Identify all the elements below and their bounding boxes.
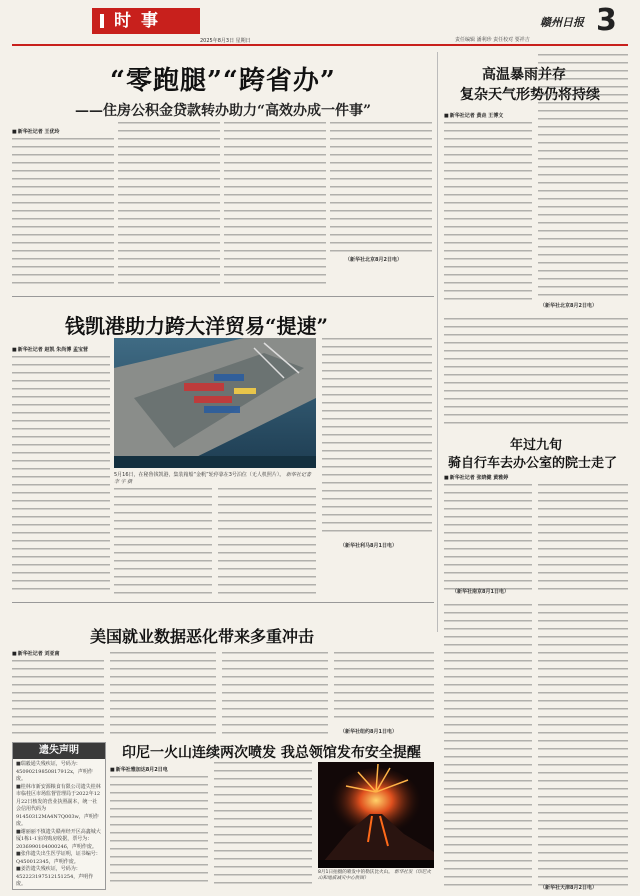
story4-lead-column [444, 318, 628, 428]
story2-headline-1: 高温暴雨并存 [482, 67, 566, 83]
editor-line: 责任编辑 潘利珍 责任校对 要祥吉 [455, 37, 530, 43]
story4-tag: （新华社南京8月1日电） [452, 589, 509, 595]
story3-byline: ■ 新华社记者 赵凯 朱尚博 孟宝营 [12, 346, 88, 353]
story4-byline: ■ 新华社记者 张晓健 黄雅婷 [444, 474, 508, 481]
story1-subhead: ——住房公积金贷款转办助力“高效办成一件事” [75, 103, 372, 119]
story4-column-1 [444, 484, 532, 596]
story4-headline-2: 骑自行车去办公室的院士走了 [448, 456, 618, 471]
section-rule [12, 296, 434, 297]
story1-byline: ■ 新华社记者 王优玲 [12, 128, 59, 135]
story2-headline-2: 复杂天气形势仍将持续 [460, 87, 600, 103]
story3-tag: （新华社利马8月1日电） [340, 543, 397, 549]
port-photo [114, 338, 316, 468]
story6-caption [318, 870, 434, 882]
masthead [0, 0, 640, 44]
story6-tag: （新华社天津8月2日电） [540, 885, 597, 891]
story3-column-4 [322, 338, 432, 538]
story4-headline-1: 年过九旬 [510, 438, 563, 453]
story3-caption-text: 5月16日，在秘鲁钱凯港，集装箱船“金帆”轮停靠在3号泊位（无人机照片）。 [114, 472, 285, 478]
story2-column-2 [538, 54, 628, 300]
story3-column-2 [114, 488, 212, 596]
story1-headline: “零跑腿”“跨省办” [110, 66, 336, 96]
story1-column-4 [330, 122, 432, 252]
story5-column-2 [110, 652, 216, 736]
story1-column-1 [12, 138, 114, 290]
story2-column-1 [444, 122, 532, 300]
story5-byline: ■ 新华社记者 刘亚南 [12, 650, 59, 657]
section-badge: 时事 [92, 8, 200, 34]
story1-column-3 [224, 122, 326, 290]
story1-tag: （新华社北京8月2日电） [345, 257, 402, 263]
story3-headline: 钱凯港助力跨大洋贸易“提速” [65, 314, 329, 338]
story6-caption-credit: 新华社发（印尼火山和地质减灾中心供图） [318, 870, 431, 881]
story2-byline: ■ 新华社记者 黄垚 王博文 [444, 112, 503, 119]
story6-byline: ■ 新华社雅加达8月2日电 [110, 766, 168, 773]
top-rule [12, 44, 628, 46]
lost-notice-item: ■姜浩遗失残疾证，号码为：452223197512151254，声明作废。 [16, 866, 94, 887]
lost-notice-title: 遗失声明 [13, 743, 105, 759]
story3-caption [114, 472, 316, 486]
volcano-photo [318, 762, 434, 868]
lost-notice-item: ■桂林市新安源粮食有限公司遗失桂林市临桂区市场监督管理局于2022年12月22日核发的营业执照副本，统一社会信用代码为91450312MA4N7Q003w，声明作废。 [16, 783, 101, 827]
story5-tag: （新华社纽约8月1日电） [340, 729, 397, 735]
story2-tag: （新华社北京8月2日电） [540, 303, 597, 309]
story5-column-1 [12, 660, 104, 736]
story5-column-4 [334, 652, 434, 724]
paper-name: 赣州日报 [540, 16, 584, 29]
story6-column-1 [110, 776, 208, 886]
story1-column-2 [118, 122, 220, 290]
lost-notice-box [12, 742, 106, 890]
lost-notice-item: ■谢丽丽不慎遗失赣州经开区高鑫城大厦1栋1-1室的购房收据，票号为：2036990104000246，声明作废。 [16, 828, 101, 850]
lost-notice-list [13, 759, 105, 890]
story6-caption-text: 8月1日拍摄的喷发中的勒沃比火山。 [318, 870, 393, 875]
date-line: 2025年8月3日 星期日 [200, 38, 251, 44]
story4-column-2 [538, 484, 628, 596]
story4-column-4 [538, 604, 628, 886]
story6-column-2 [214, 762, 312, 886]
column-divider [437, 52, 438, 632]
lost-notice-item: ■瑞毅通失残疾证，号码为：45090219850817912x，声明作废。 [16, 761, 93, 782]
story3-column-1 [12, 356, 110, 596]
story5-headline: 美国就业数据恶化带来多重冲击 [90, 627, 315, 646]
story5-column-3 [222, 652, 328, 736]
lost-notice-item: ■张伟遗失出生医学证明，证书编号：Q450012345，声明作废。 [16, 851, 101, 865]
story3-column-3 [218, 488, 316, 596]
section-rule-2 [12, 602, 434, 603]
story3-caption-credit: 新华社记者 李 宇 摄 [114, 472, 312, 485]
story6-headline: 印尼一火山连续两次喷发 我总领馆发布安全提醒 [122, 745, 421, 761]
story4-column-3 [444, 604, 532, 886]
page-number: 3 [596, 3, 617, 38]
